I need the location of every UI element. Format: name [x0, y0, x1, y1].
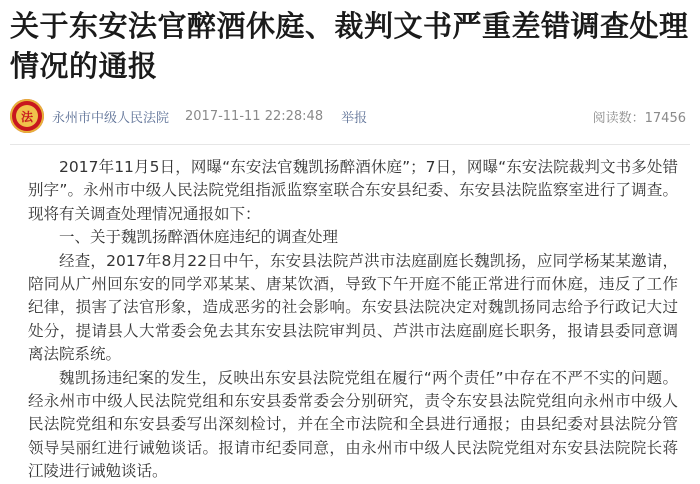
paragraph-findings: 经查，2017年8月22日中午，东安县法院芦洪市法庭副庭长魏凯扬，应同学杨某某邀请，陪同从广州回东安的同学邓某某、唐某饮酒，导致下午开庭不能正常进行而休庭，违反了工作纪律，损害了法官形象，造成恶劣的社会影响。东安县法院决定对魏凯扬同志给予行政记大过处分，提请县人大常委会免去其东安县法院审判员、芦洪市法庭副庭长职务，报请县委同意调离法院系统。 — [28, 251, 678, 364]
section-heading: 一、关于魏凯扬醉酒休庭违纪的调查处理 — [59, 228, 339, 247]
article-body — [28, 156, 678, 484]
read-count: 阅读数：17456 — [592, 110, 686, 126]
court-emblem-glyph: 法 — [16, 105, 38, 127]
report-link[interactable]: 举报 — [341, 110, 368, 126]
meta-divider — [10, 144, 690, 145]
source-link[interactable]: 永州市中级人民法院 — [52, 110, 170, 126]
article-meta — [10, 98, 690, 134]
court-emblem-icon[interactable] — [10, 99, 44, 133]
paragraph-intro: 2017年11月5日，网曝“东安法官魏凯扬醉酒休庭”；7日，网曝“东安法院裁判文书多处错别字”。永州市中级人民法院党组指派监察室联合东安县纪委、东安县法院监察室进行了调查。现将有关调查处理情况通报如下： — [28, 158, 678, 223]
publish-datetime: 2017-11-11 22:28:48 — [185, 108, 324, 124]
article-title: 关于东安法官醉酒休庭、裁判文书严重差错调查处理情况的通报 — [10, 9, 689, 83]
paragraph-accountability: 魏凯扬违纪案的发生，反映出东安县法院党组在履行“两个责任”中存在不严不实的问题。经永州市中级人民法院党组和东安县委常委会分别研究，责令东安县法院党组向永州市中级人民法院党组和东安县委写出深刻检讨，并在全市法院和全县进行通报；由县纪委对县法院分管领导吴丽红进行诫勉谈话。报请市纪委同意，由永州市中级人民法院党组对东安县法院院长蒋江陵进行诫勉谈话。 — [28, 368, 678, 481]
